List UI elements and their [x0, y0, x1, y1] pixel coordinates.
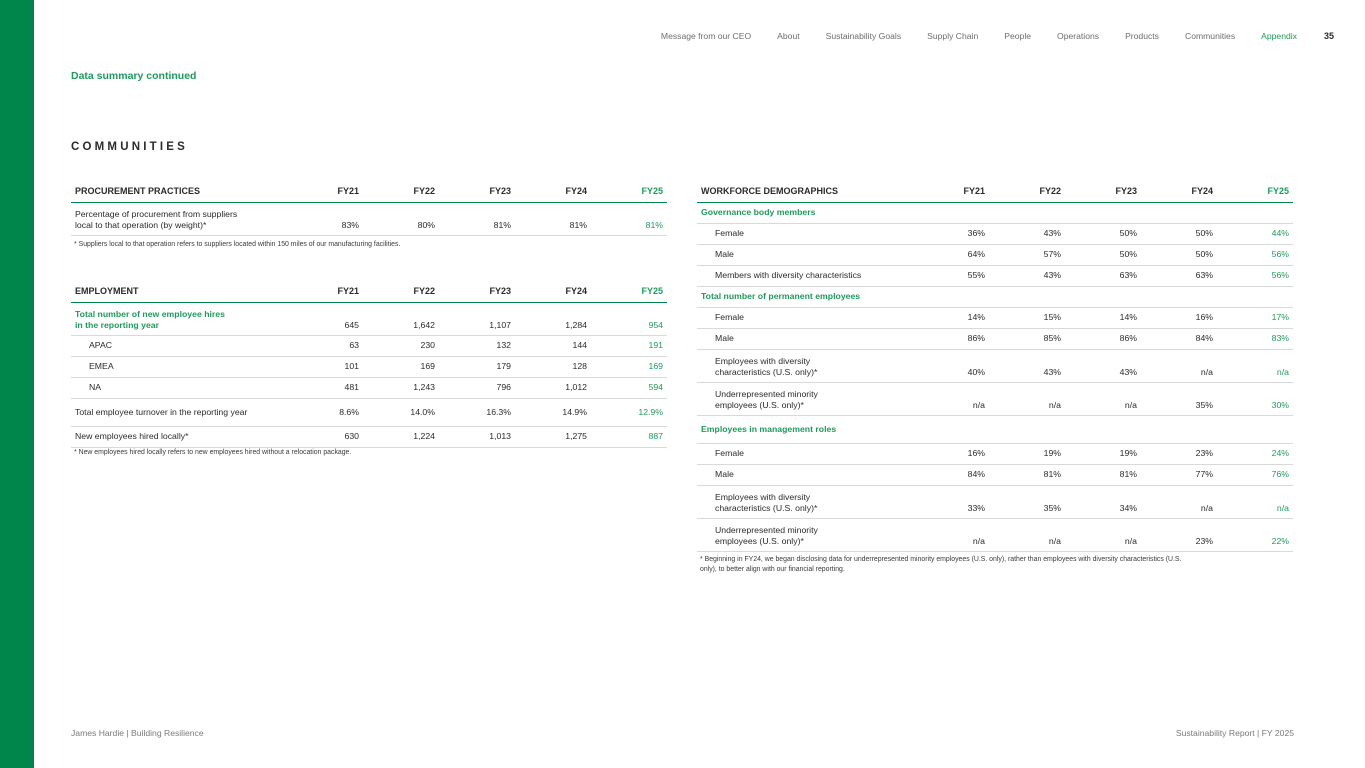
cell-fy24: 144 [572, 340, 587, 351]
header-fy25: FY25 [641, 286, 663, 297]
procurement-practices-table [71, 181, 667, 236]
cell-fy22: 230 [420, 340, 435, 351]
workforce-demographics-table [697, 181, 1293, 552]
header-fy24: FY24 [565, 186, 587, 197]
table-row [71, 303, 667, 336]
cell-fy25: n/a [1276, 367, 1289, 378]
cell-fy21: 63 [349, 340, 359, 351]
group-row [697, 203, 1293, 224]
cell-fy23: 1,013 [489, 431, 511, 442]
cell-fy23: 16.3% [486, 406, 511, 417]
row-label: Percentage of procurement from suppliers local to that operation (by weight)* [75, 208, 238, 231]
cell-fy24: 81% [569, 220, 587, 231]
header-fy24: FY24 [565, 286, 587, 297]
row-label: Female [715, 448, 744, 459]
row-label: EMEA [89, 361, 114, 372]
row-label: Employees with diversity characteristics (U.S. only)* [715, 491, 818, 514]
table-row [697, 329, 1293, 350]
row-label: Employees with diversity characteristics (U.S. only)* [715, 355, 818, 378]
cell-fy23: 34% [1119, 503, 1137, 514]
footer-report-title: Sustainability Report | FY 2025 [1175, 728, 1294, 738]
group-label: Employees in management roles [701, 423, 837, 434]
cell-fy22: 14.0% [410, 406, 435, 417]
procurement-footnote: * Suppliers local to that operation refers to suppliers located within 150 miles of our manufacturing facilities. [74, 241, 401, 248]
cell-fy23: 14% [1119, 312, 1137, 323]
cell-fy25: 24% [1271, 448, 1289, 459]
section-title: COMMUNITIES [71, 141, 188, 153]
row-label: APAC [89, 340, 113, 351]
header-fy23: FY23 [489, 286, 511, 297]
cell-fy21: 33% [967, 503, 985, 514]
cell-fy21: n/a [972, 400, 985, 411]
cell-fy24: 14.9% [562, 406, 587, 417]
cell-fy21: 645 [344, 320, 359, 331]
header-fy21: FY21 [337, 186, 359, 197]
table-row [697, 383, 1293, 416]
cell-fy24: n/a [1200, 503, 1213, 514]
page-number: 35 [1323, 31, 1334, 41]
cell-fy22: 81% [1043, 469, 1061, 480]
cell-fy21: n/a [972, 536, 985, 547]
cell-fy24: 16% [1195, 312, 1213, 323]
cell-fy23: 63% [1119, 270, 1137, 281]
table-row [71, 357, 667, 378]
table-row [697, 245, 1293, 266]
cell-fy21: 84% [967, 469, 985, 480]
table-row [71, 399, 667, 427]
cell-fy23: 50% [1119, 228, 1137, 239]
cell-fy21: 16% [967, 448, 985, 459]
cell-fy25: 22% [1271, 536, 1289, 547]
header-title: WORKFORCE DEMOGRAPHICS [701, 186, 838, 197]
cell-fy23: 43% [1119, 367, 1137, 378]
row-label: Male [715, 333, 734, 344]
cell-fy22: 1,642 [413, 320, 435, 331]
cell-fy23: 81% [1119, 469, 1137, 480]
nav-link-about[interactable]: About [777, 31, 800, 41]
cell-fy22: 57% [1043, 249, 1061, 260]
cell-fy22: 15% [1043, 312, 1061, 323]
cell-fy24: 23% [1195, 536, 1213, 547]
cell-fy21: 83% [341, 220, 359, 231]
cell-fy21: 86% [967, 333, 985, 344]
table-header [71, 281, 667, 303]
employment-footnote: * New employees hired locally refers to new employees hired without a relocation package. [74, 449, 352, 456]
header-fy24: FY24 [1191, 186, 1213, 197]
cell-fy23: 132 [496, 340, 511, 351]
header-fy25: FY25 [1267, 186, 1289, 197]
cell-fy25: 169 [648, 361, 663, 372]
cell-fy25: 56% [1271, 270, 1289, 281]
table-row [697, 266, 1293, 287]
cell-fy22: 85% [1043, 333, 1061, 344]
cell-fy23: n/a [1124, 400, 1137, 411]
row-label: Underrepresented minority employees (U.S. only)* [715, 524, 818, 547]
cell-fy21: 36% [967, 228, 985, 239]
header-fy22: FY22 [1039, 186, 1061, 197]
row-label: Male [715, 469, 734, 480]
table-row [71, 378, 667, 399]
cell-fy22: n/a [1048, 536, 1061, 547]
row-label: Members with diversity characteristics [715, 270, 862, 281]
row-label: Female [715, 228, 744, 239]
cell-fy21: 40% [967, 367, 985, 378]
table-row [697, 224, 1293, 245]
cell-fy23: 86% [1119, 333, 1137, 344]
nav-link-products[interactable]: Products [1125, 31, 1159, 41]
nav-link-communities[interactable]: Communities [1184, 31, 1236, 41]
cell-fy21: 55% [967, 270, 985, 281]
row-label: NA [89, 382, 102, 393]
cell-fy22: n/a [1048, 400, 1061, 411]
cell-fy22: 43% [1043, 228, 1061, 239]
table-row [71, 203, 667, 236]
table-row [697, 444, 1293, 465]
header-fy23: FY23 [1115, 186, 1137, 197]
nav-link-people[interactable]: People [1004, 31, 1032, 41]
cell-fy23: 19% [1119, 448, 1137, 459]
cell-fy22: 19% [1043, 448, 1061, 459]
cell-fy23: 179 [496, 361, 511, 372]
nav-link-supply-chain[interactable]: Supply Chain [927, 31, 979, 41]
cell-fy22: 1,243 [413, 382, 435, 393]
cell-fy24: 35% [1195, 400, 1213, 411]
table-row [697, 350, 1293, 383]
table-row [697, 486, 1293, 519]
header-fy22: FY22 [413, 186, 435, 197]
header-title: PROCUREMENT PRACTICES [75, 186, 201, 197]
cell-fy22: 169 [420, 361, 435, 372]
group-row [697, 287, 1293, 308]
header-title: EMPLOYMENT [75, 286, 139, 297]
cell-fy25: 81% [645, 220, 663, 231]
cell-fy22: 1,224 [413, 431, 435, 442]
table-header [697, 181, 1293, 203]
group-row [697, 416, 1293, 444]
table-row [71, 427, 667, 448]
cell-fy25: 17% [1271, 312, 1289, 323]
cell-fy24: n/a [1200, 367, 1213, 378]
header-fy22: FY22 [413, 286, 435, 297]
cell-fy23: n/a [1124, 536, 1137, 547]
cell-fy21: 8.6% [339, 406, 359, 417]
cell-fy21: 64% [967, 249, 985, 260]
header-fy25: FY25 [641, 186, 663, 197]
table-row [697, 465, 1293, 486]
employment-table [71, 281, 667, 448]
cell-fy24: 63% [1195, 270, 1213, 281]
cell-fy24: 50% [1195, 228, 1213, 239]
cell-fy25: 30% [1271, 400, 1289, 411]
cell-fy25: 44% [1271, 228, 1289, 239]
cell-fy25: 887 [648, 431, 663, 442]
cell-fy25: 83% [1271, 333, 1289, 344]
cell-fy24: 23% [1195, 448, 1213, 459]
cell-fy25: n/a [1276, 503, 1289, 514]
row-label: New employees hired locally* [75, 431, 189, 442]
cell-fy21: 481 [344, 382, 359, 393]
cell-fy23: 81% [493, 220, 511, 231]
header-fy21: FY21 [337, 286, 359, 297]
header-fy21: FY21 [963, 186, 985, 197]
cell-fy24: 50% [1195, 249, 1213, 260]
group-label: Governance body members [701, 207, 816, 218]
nav-link-sustainability-goals[interactable]: Sustainability Goals [825, 31, 902, 41]
cell-fy22: 35% [1043, 503, 1061, 514]
row-label: Female [715, 312, 744, 323]
cell-fy24: 1,012 [565, 382, 587, 393]
cell-fy22: 43% [1043, 270, 1061, 281]
cell-fy25: 954 [648, 320, 663, 331]
cell-fy21: 101 [344, 361, 359, 372]
group-label: Total number of permanent employees [701, 291, 861, 302]
cell-fy23: 796 [496, 382, 511, 393]
table-header [71, 181, 667, 203]
cell-fy25: 191 [648, 340, 663, 351]
cell-fy23: 50% [1119, 249, 1137, 260]
cell-fy24: 128 [572, 361, 587, 372]
row-label: Total employee turnover in the reporting year [75, 406, 248, 417]
cell-fy24: 77% [1195, 469, 1213, 480]
cell-fy25: 12.9% [638, 406, 663, 417]
cell-fy24: 1,275 [565, 431, 587, 442]
row-label: Total number of new employee hires in the reporting year [75, 308, 225, 331]
cell-fy22: 43% [1043, 367, 1061, 378]
cell-fy25: 76% [1271, 469, 1289, 480]
cell-fy24: 84% [1195, 333, 1213, 344]
table-row [697, 308, 1293, 329]
cell-fy25: 594 [648, 382, 663, 393]
table-row [697, 519, 1293, 552]
footer-company: James Hardie | Building Resilience [71, 728, 204, 738]
top-navigation [635, 31, 1334, 41]
row-label: Male [715, 249, 734, 260]
nav-link-message-from-our-ceo[interactable]: Message from our CEO [660, 31, 752, 41]
cell-fy25: 56% [1271, 249, 1289, 260]
header-fy23: FY23 [489, 186, 511, 197]
row-label: Underrepresented minority employees (U.S. only)* [715, 388, 818, 411]
cell-fy22: 80% [417, 220, 435, 231]
page-subtitle: Data summary continued [71, 70, 197, 82]
nav-link-operations[interactable]: Operations [1057, 31, 1100, 41]
table-row [71, 336, 667, 357]
cell-fy23: 1,107 [489, 320, 511, 331]
nav-link-appendix[interactable]: Appendix [1261, 31, 1297, 41]
workforce-footnote: * Beginning in FY24, we began disclosing data for underrepresented minority employees (U.S. only), rather than employees with diversity characteristics (U.S. only), to better align with our financial reporting. [700, 556, 1182, 574]
cell-fy21: 14% [967, 312, 985, 323]
cell-fy21: 630 [344, 431, 359, 442]
brand-sidebar [0, 0, 34, 768]
cell-fy24: 1,284 [565, 320, 587, 331]
